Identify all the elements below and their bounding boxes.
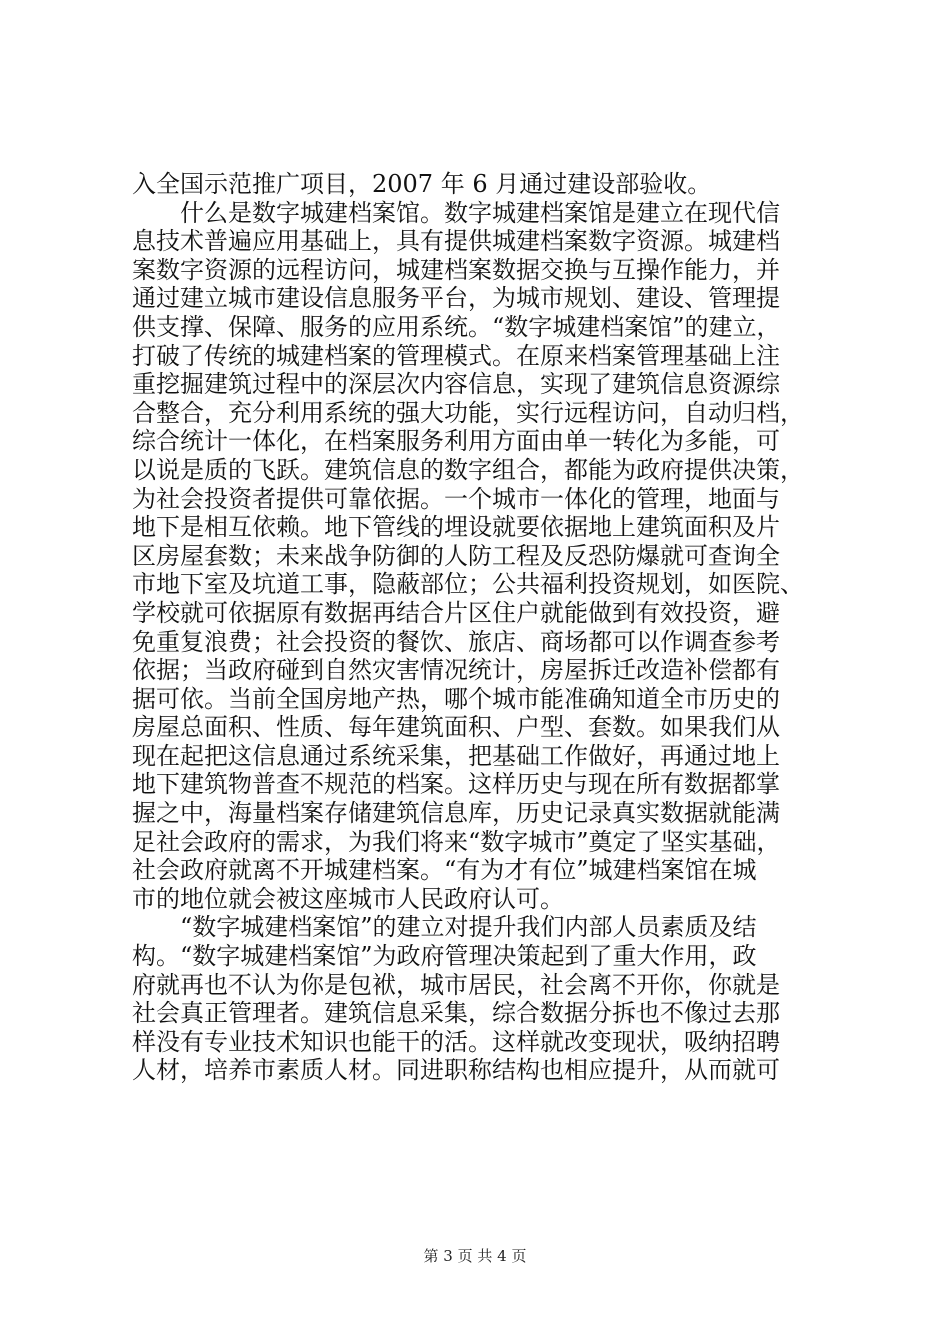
text-line: 据可依。当前全国房地产热，哪个城市能准确知道全市历史的	[132, 684, 780, 713]
text-line: 什么是数字城建档案馆。数字城建档案馆是建立在现代信	[180, 198, 780, 227]
text-line: 为社会投资者提供可靠依据。一个城市一体化的管理，地面与	[132, 484, 780, 513]
text-line: 地下建筑物普查不规范的档案。这样历史与现在所有数据都掌	[132, 770, 780, 799]
text-line: 区房屋套数；未来战争防御的人防工程及反恐防爆就可查询全	[132, 541, 780, 570]
text-line: 案数字资源的远程访问，城建档案数据交换与互操作能力，并	[132, 255, 780, 284]
paragraph	[132, 170, 832, 199]
text-line: 足社会政府的需求，为我们将来“数字城市”奠定了坚实基础，	[132, 827, 781, 856]
text-line: 现在起把这信息通过系统采集，把基础工作做好，再通过地上	[132, 741, 780, 770]
paragraph	[132, 199, 832, 914]
text-line: 房屋总面积、性质、每年建筑面积、户型、套数。如果我们从	[132, 713, 780, 742]
text-line: 合整合，充分利用系统的强大功能，实行远程访问，自动归档，	[132, 398, 804, 427]
text-line: 重挖掘建筑过程中的深层次内容信息，实现了建筑信息资源综	[132, 370, 780, 399]
text-line: 府就再也不认为你是包袱，城市居民，社会离不开你，你就是	[132, 970, 780, 999]
text-line: 学校就可依据原有数据再结合片区住户就能做到有效投资，避	[132, 598, 780, 627]
text-line: 构。“数字城建档案馆”为政府管理决策起到了重大作用，政	[132, 942, 757, 971]
text-line: 息技术普遍应用基础上，具有提供城建档案数字资源。城建档	[132, 227, 780, 256]
text-line: 社会真正管理者。建筑信息采集，综合数据分拆也不像过去那	[132, 999, 780, 1028]
text-line: 地下是相互依赖。地下管线的埋设就要依据地上建筑面积及片	[132, 513, 780, 542]
text-line: 社会政府就离不开城建档案。“有为才有位”城建档案馆在城	[132, 856, 757, 885]
text-line: 以说是质的飞跃。建筑信息的数字组合，都能为政府提供决策，	[132, 455, 804, 484]
text-line: 市的地位就会被这座城市人民政府认可。	[132, 884, 564, 913]
text-line: “数字城建档案馆”的建立对提升我们内部人员素质及结	[180, 913, 757, 942]
text-line: 入全国示范推广项目，2007 年 6 月通过建设部验收。	[132, 170, 712, 198]
text-line: 通过建立城市建设信息服务平台，为城市规划、建设、管理提	[132, 284, 780, 313]
page-footer: 第 3 页 共 4 页	[423, 1247, 527, 1265]
text-line: 依据；当政府碰到自然灾害情况统计，房屋拆迁改造补偿都有	[132, 656, 780, 685]
text-line: 综合统计一体化，在档案服务利用方面由单一转化为多能，可	[132, 427, 780, 456]
text-line: 打破了传统的城建档案的管理模式。在原来档案管理基础上注	[132, 341, 780, 370]
text-line: 样没有专业技术知识也能干的活。这样就改变现状，吸纳招聘	[132, 1027, 780, 1056]
text-line: 供支撑、保障、服务的应用系统。“数字城建档案馆”的建立，	[132, 312, 781, 341]
text-line: 人材，培养市素质人材。同进职称结构也相应提升，从而就可	[132, 1056, 780, 1085]
text-line: 市地下室及坑道工事，隐蔽部位；公共福利投资规划，如医院、	[132, 570, 804, 599]
paragraph	[132, 913, 832, 1085]
text-line: 握之中，海量档案存储建筑信息库，历史记录真实数据就能满	[132, 799, 780, 828]
document-body	[132, 170, 832, 1085]
text-line: 免重复浪费；社会投资的餐饮、旅店、商场都可以作调查参考	[132, 627, 780, 656]
